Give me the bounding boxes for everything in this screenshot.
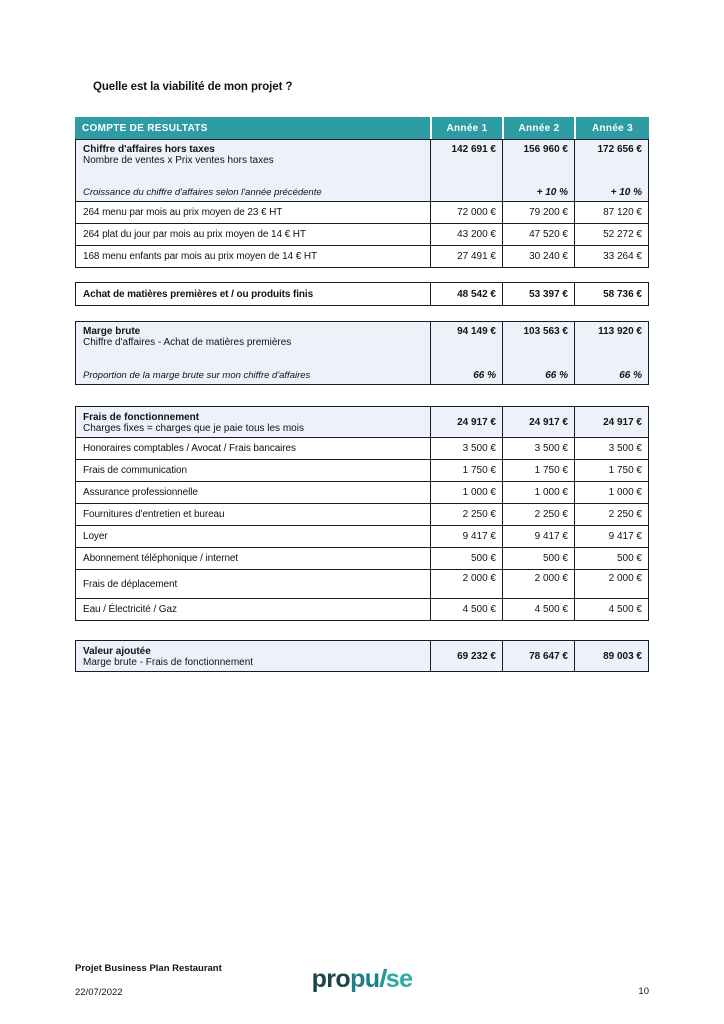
row-label: Loyer [83,531,108,542]
row-label: Fournitures d'entretien et bureau [83,509,225,520]
revenue-value-annee-3: 172 656 € + 10 % [574,140,648,201]
revenue-title: Chiffre d'affaires hors taxes [83,144,215,155]
row-label: 168 menu enfants par mois au prix moyen de 14 € HT [83,251,318,262]
row-value-annee-3: 3 500 € [574,438,648,459]
row-label: Honoraires comptables / Avocat / Frais bancaires [83,443,296,454]
gross-margin-value-annee-1: 94 149 € 66 % [430,322,502,384]
gross-margin-value-annee-3: 113 920 € 66 % [574,322,648,384]
operating-costs-value-annee-1: 24 917 € [430,407,502,437]
table-row-menu [76,201,648,223]
row-value-annee-2: 500 € [502,548,574,569]
row-label: Frais de communication [83,465,187,476]
row-value-annee-2: 3 500 € [502,438,574,459]
row-value-annee-3: 52 272 € [574,224,648,245]
table-row-assurance [76,481,648,503]
purchases-label: Achat de matières premières et / ou produits finis [83,288,314,300]
row-label: Abonnement téléphonique / internet [83,553,239,564]
row-value-annee-2: 1 750 € [502,460,574,481]
row-value-annee-1: 1 750 € [430,460,502,481]
table-row-fournitures [76,503,648,525]
purchases-value-annee-2: 53 397 € [502,283,574,305]
gross-margin-subtitle: Chiffre d'affaires - Achat de matières premières [83,337,292,348]
table-row-abonnement [76,547,648,569]
revenue-growth-label: Croissance du chiffre d'affaires selon l'année précédente [83,187,322,198]
revenue-value-annee-2: 156 960 € + 10 % [502,140,574,201]
row-label: 264 menu par mois au prix moyen de 23 € HT [83,207,283,218]
revenue-value-annee-1: 142 691 € [430,140,502,201]
gross-margin-title: Marge brute [83,326,141,337]
table-row-plat-du-jour [76,223,648,245]
row-value-annee-1: 1 000 € [430,482,502,503]
table-row-eau-electricite-gaz [76,598,648,620]
row-label: Frais de déplacement [83,578,178,590]
row-value-annee-3: 1 000 € [574,482,648,503]
operating-costs-header-row [76,407,648,437]
added-value-block [75,640,649,672]
operating-costs-value-annee-3: 24 917 € [574,407,648,437]
table-row-deplacement [76,569,648,598]
revenue-subtitle: Nombre de ventes x Prix ventes hors taxes [83,155,274,166]
row-value-annee-2: 47 520 € [502,224,574,245]
row-label: Eau / Électricité / Gaz [83,604,177,615]
row-value-annee-3: 1 750 € [574,460,648,481]
added-value-title: Valeur ajoutée [83,645,151,657]
row-value-annee-1: 3 500 € [430,438,502,459]
operating-costs-label-cell [76,407,430,437]
logo-text-pu: pu [350,965,380,993]
purchases-value-annee-3: 58 736 € [574,283,648,305]
logo-text-pro: pro [311,965,351,993]
logo-slanted-l: l [375,965,390,993]
row-value-annee-3: 500 € [574,548,648,569]
row-value-annee-3: 33 264 € [574,246,648,267]
operating-costs-subtitle: Charges fixes = charges que je paie tous les mois [83,422,304,434]
added-value-label-cell [76,641,430,671]
table-header-row [75,117,649,139]
income-statement-table [75,117,649,672]
operating-costs-block [75,406,649,621]
added-value-subtitle: Marge brute - Frais de fonctionnement [83,656,254,668]
table-header-title: COMPTE DE RESULTATS [75,117,430,139]
added-value-annee-3: 89 003 € [574,641,648,671]
gross-margin-proportion-label: Proportion de la marge brute sur mon chiffre d'affaires [83,370,311,381]
row-value-annee-2: 2 250 € [502,504,574,525]
row-value-annee-2: 1 000 € [502,482,574,503]
logo-text-se: se [385,965,413,993]
table-row-honoraires [76,437,648,459]
table-row-loyer [76,525,648,547]
row-value-annee-3: 2 250 € [574,504,648,525]
revenue-summary-row [76,140,648,201]
revenue-label-cell [76,140,430,201]
row-label: Assurance professionnelle [83,487,198,498]
row-value-annee-1: 9 417 € [430,526,502,547]
row-value-annee-1: 27 491 € [430,246,502,267]
purchases-value-annee-1: 48 542 € [430,283,502,305]
added-value-annee-2: 78 647 € [502,641,574,671]
gross-margin-value-annee-2: 103 563 € 66 % [502,322,574,384]
row-value-annee-3: 4 500 € [574,599,648,620]
row-value-annee-2: 9 417 € [502,526,574,547]
row-value-annee-3: 87 120 € [574,202,648,223]
propulse-logo [312,964,413,994]
row-value-annee-2: 79 200 € [502,202,574,223]
row-value-annee-2: 30 240 € [502,246,574,267]
column-header-annee-2: Année 2 [502,117,574,139]
table-row-achats [76,283,648,305]
column-header-annee-3: Année 3 [574,117,649,139]
row-value-annee-3: 2 000 € [574,570,648,598]
purchases-block [75,282,649,306]
row-value-annee-1: 500 € [430,548,502,569]
footer-date: 22/07/2022 [75,987,123,998]
gross-margin-block [75,321,649,385]
page-title: Quelle est la viabilité de mon projet ? [93,81,293,93]
table-row-menu-enfants [76,245,648,267]
added-value-annee-1: 69 232 € [430,641,502,671]
row-value-annee-3: 9 417 € [574,526,648,547]
footer-project-name: Projet Business Plan Restaurant [75,963,222,974]
row-label: 264 plat du jour par mois au prix moyen de 14 € HT [83,229,306,240]
operating-costs-title: Frais de fonctionnement [83,411,200,423]
row-value-annee-1: 2 250 € [430,504,502,525]
page-number: 10 [638,986,649,997]
table-row-communication [76,459,648,481]
operating-costs-value-annee-2: 24 917 € [502,407,574,437]
row-value-annee-2: 2 000 € [502,570,574,598]
row-value-annee-1: 43 200 € [430,224,502,245]
row-value-annee-2: 4 500 € [502,599,574,620]
added-value-row [76,641,648,671]
row-value-annee-1: 4 500 € [430,599,502,620]
column-header-annee-1: Année 1 [430,117,502,139]
row-value-annee-1: 72 000 € [430,202,502,223]
row-value-annee-1: 2 000 € [430,570,502,598]
gross-margin-row [76,322,648,384]
revenue-block [75,139,649,268]
gross-margin-label-cell [76,322,430,384]
